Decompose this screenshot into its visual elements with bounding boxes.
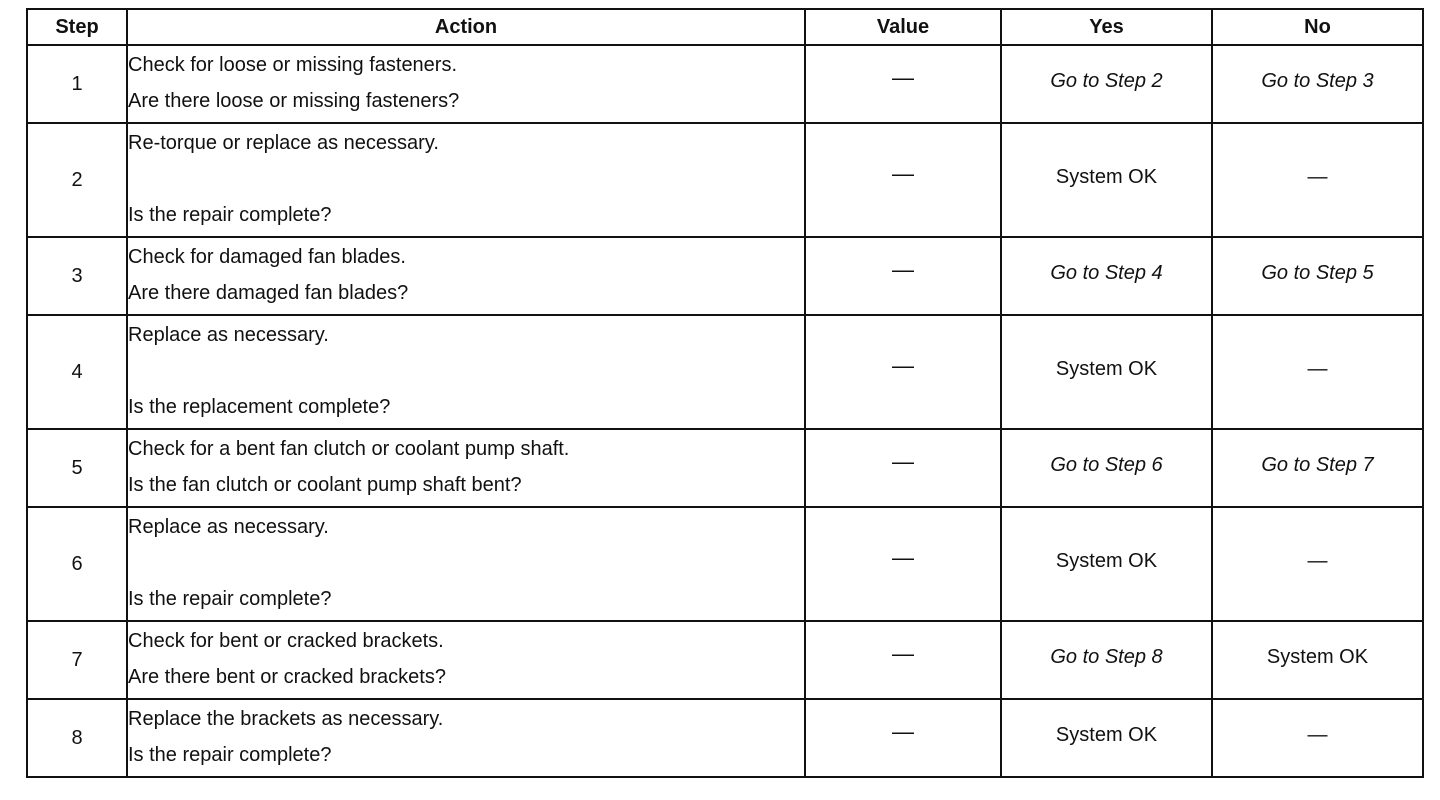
table-row	[27, 507, 1423, 621]
step-number: 2	[27, 123, 127, 237]
action-instruction: Re-torque or replace as necessary.	[128, 132, 439, 154]
yes-result: Go to Step 8	[1050, 646, 1163, 668]
action-question: Is the replacement complete?	[128, 396, 391, 418]
step-number: 7	[27, 621, 127, 699]
value-dash: —	[892, 641, 914, 666]
no-cell	[1212, 621, 1423, 699]
no-result: —	[1307, 724, 1328, 746]
header-step: Step	[27, 9, 127, 45]
yes-cell	[1001, 507, 1212, 621]
value-dash: —	[892, 353, 914, 378]
header-action: Action	[127, 9, 805, 45]
table-row	[27, 237, 1423, 315]
value-cell	[805, 621, 1001, 699]
yes-cell	[1001, 621, 1212, 699]
no-cell	[1212, 237, 1423, 315]
no-cell	[1212, 315, 1423, 429]
action-cell	[127, 123, 805, 237]
value-dash: —	[892, 545, 914, 570]
value-dash: —	[892, 257, 914, 282]
no-cell	[1212, 45, 1423, 123]
yes-result: System OK	[1055, 166, 1158, 188]
value-cell	[805, 699, 1001, 777]
yes-result: Go to Step 6	[1050, 454, 1163, 476]
action-question: Are there bent or cracked brackets?	[128, 666, 446, 688]
value-cell	[805, 315, 1001, 429]
no-result: —	[1307, 166, 1328, 188]
value-dash: —	[892, 449, 914, 474]
value-cell	[805, 237, 1001, 315]
table-row	[27, 699, 1423, 777]
action-cell	[127, 621, 805, 699]
yes-cell	[1001, 237, 1212, 315]
no-result: Go to Step 5	[1261, 262, 1374, 284]
value-dash: —	[892, 65, 914, 90]
table-header-row	[27, 9, 1423, 45]
action-instruction: Replace the brackets as necessary.	[128, 708, 444, 730]
action-question: Is the repair complete?	[128, 744, 332, 766]
no-result: —	[1307, 358, 1328, 380]
step-number: 1	[27, 45, 127, 123]
action-question: Is the repair complete?	[128, 588, 332, 610]
value-cell	[805, 123, 1001, 237]
no-result: Go to Step 3	[1261, 70, 1374, 92]
no-cell	[1212, 123, 1423, 237]
action-instruction: Check for a bent fan clutch or coolant pump shaft.	[128, 438, 570, 460]
yes-cell	[1001, 315, 1212, 429]
value-dash: —	[892, 719, 914, 744]
step-number: 8	[27, 699, 127, 777]
action-cell	[127, 507, 805, 621]
yes-result: System OK	[1055, 724, 1158, 746]
no-cell	[1212, 429, 1423, 507]
action-question: Are there damaged fan blades?	[128, 282, 409, 304]
diagnostic-table	[26, 8, 1424, 778]
action-instruction: Replace as necessary.	[128, 324, 329, 346]
step-number: 3	[27, 237, 127, 315]
action-cell	[127, 429, 805, 507]
action-instruction: Check for bent or cracked brackets.	[128, 630, 444, 652]
no-cell	[1212, 507, 1423, 621]
yes-cell	[1001, 123, 1212, 237]
action-instruction: Check for damaged fan blades.	[128, 246, 406, 268]
table-row	[27, 621, 1423, 699]
yes-result: Go to Step 4	[1050, 262, 1163, 284]
step-number: 6	[27, 507, 127, 621]
action-instruction: Check for loose or missing fasteners.	[128, 54, 458, 76]
action-cell	[127, 315, 805, 429]
table-row	[27, 45, 1423, 123]
yes-cell	[1001, 45, 1212, 123]
value-cell	[805, 45, 1001, 123]
value-dash: —	[892, 161, 914, 186]
no-result: Go to Step 7	[1261, 454, 1374, 476]
value-cell	[805, 429, 1001, 507]
table-row	[27, 429, 1423, 507]
yes-result: System OK	[1055, 550, 1158, 572]
value-cell	[805, 507, 1001, 621]
action-cell	[127, 237, 805, 315]
yes-result: Go to Step 2	[1050, 70, 1163, 92]
action-cell	[127, 699, 805, 777]
header-yes: Yes	[1001, 9, 1212, 45]
header-value: Value	[805, 9, 1001, 45]
no-result: System OK	[1266, 646, 1369, 668]
no-cell	[1212, 699, 1423, 777]
action-question: Is the fan clutch or coolant pump shaft bent?	[128, 474, 522, 496]
step-number: 5	[27, 429, 127, 507]
yes-cell	[1001, 699, 1212, 777]
action-question: Are there loose or missing fasteners?	[128, 90, 460, 112]
no-result: —	[1307, 550, 1328, 572]
action-question: Is the repair complete?	[128, 204, 332, 226]
yes-result: System OK	[1055, 358, 1158, 380]
step-number: 4	[27, 315, 127, 429]
action-instruction: Replace as necessary.	[128, 516, 329, 538]
header-no: No	[1212, 9, 1423, 45]
yes-cell	[1001, 429, 1212, 507]
table-row	[27, 123, 1423, 237]
table-row	[27, 315, 1423, 429]
action-cell	[127, 45, 805, 123]
diagnostic-table-container	[26, 8, 1422, 780]
